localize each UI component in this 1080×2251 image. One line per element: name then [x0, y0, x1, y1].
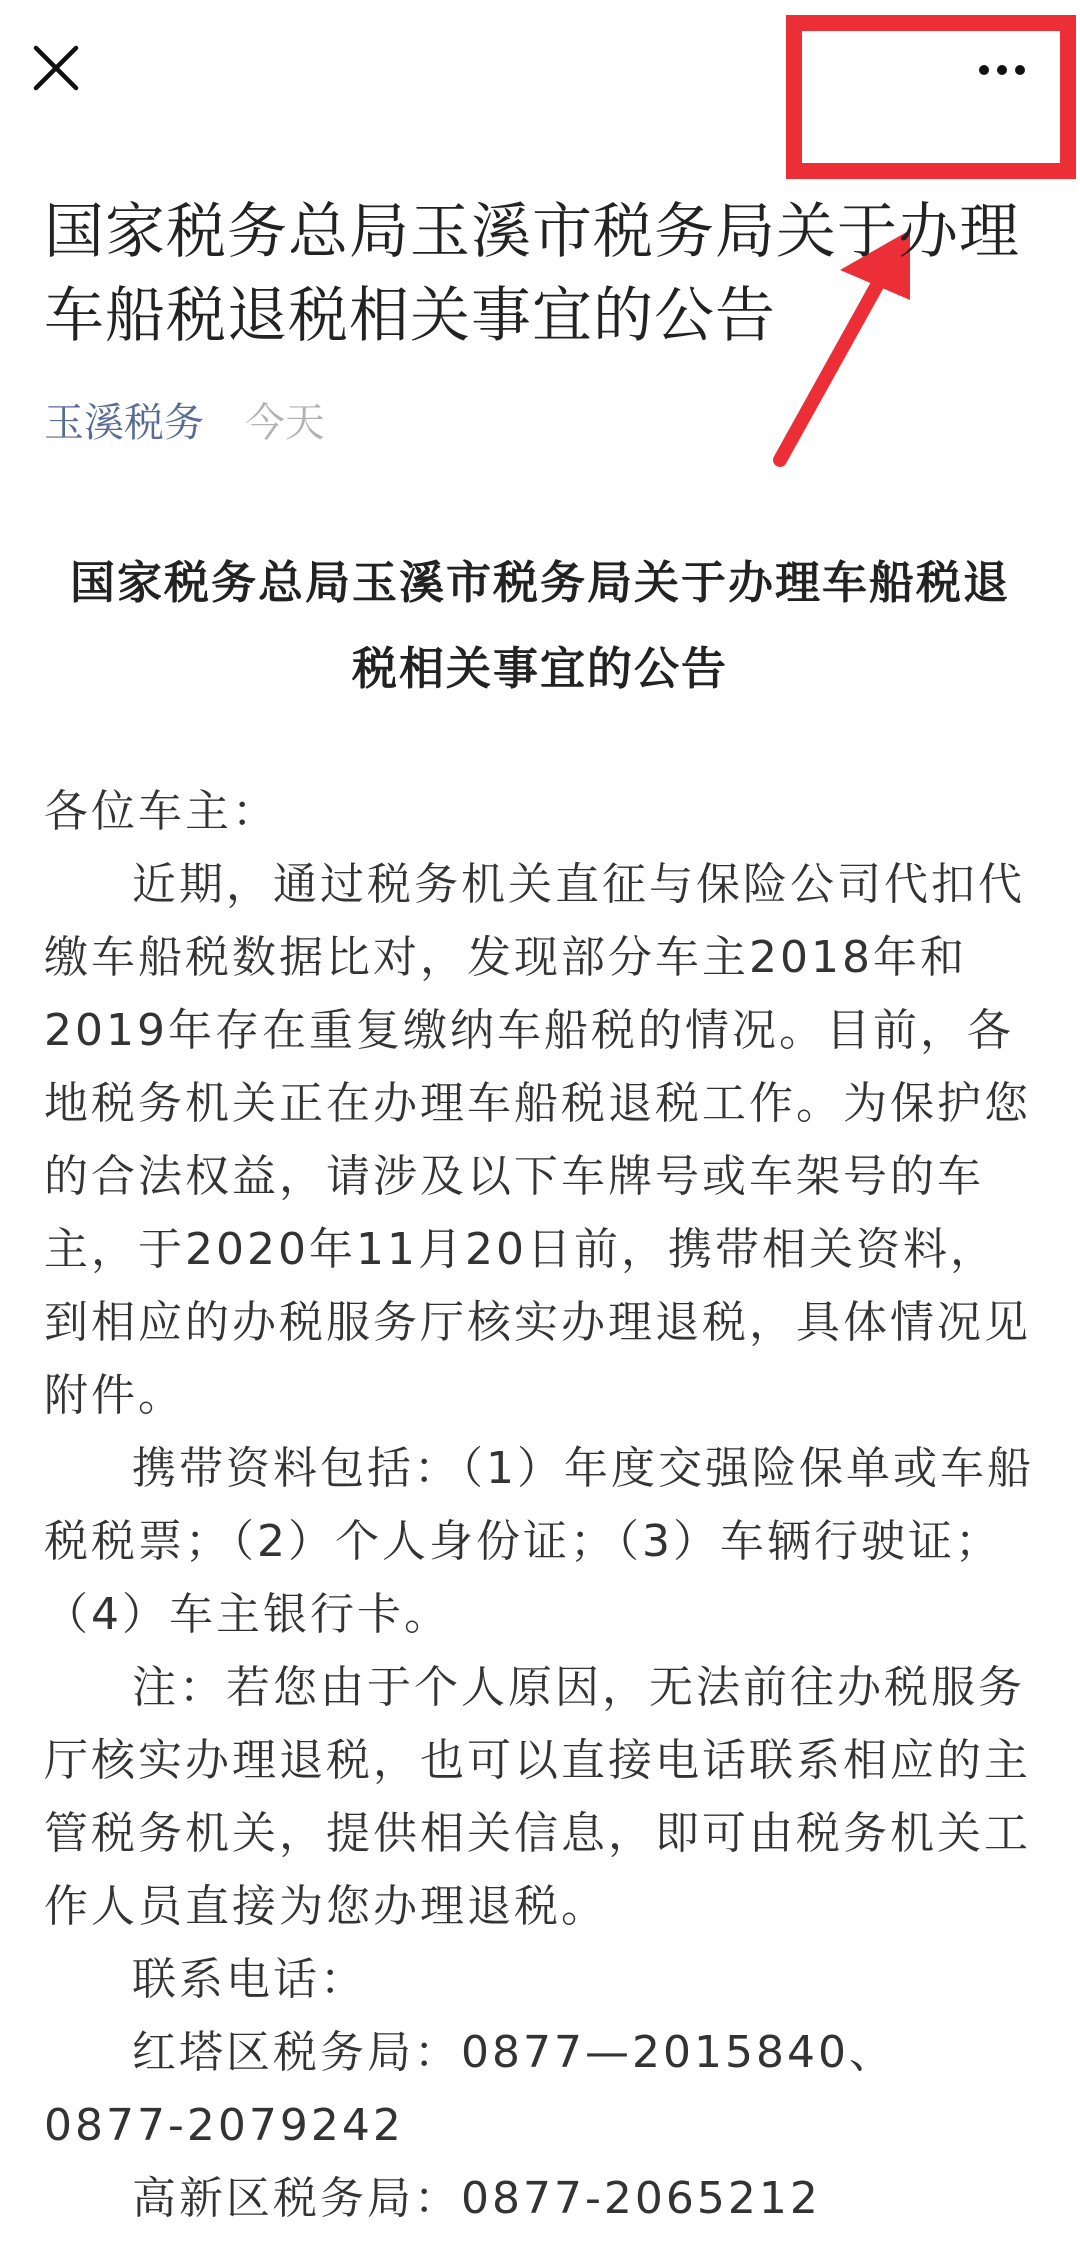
paragraph-materials: 携带资料包括：（1）年度交强险保单或车船税税票；（2）个人身份证；（3）车辆行驶证；（4）车主银行卡。	[44, 1443, 1034, 1640]
article-title: 国家税务总局玉溪市税务局关于办理车船税退税相关事宜的公告	[44, 197, 1020, 351]
contact-hongta: 红塔区税务局：0877—2015840、 0877-2079242	[44, 2027, 896, 2151]
contact-gaoxin: 高新区税务局：0877-2065212	[132, 2173, 821, 2224]
article-meta	[44, 395, 325, 451]
document-title: 国家税务总局玉溪市税务局关于办理车船税退税相关事宜的公告	[69, 556, 1010, 695]
highlight-box	[786, 15, 1076, 179]
contact-label: 联系电话：	[132, 1954, 367, 2005]
paragraph-note: 注：若您由于个人原因，无法前往办税服务厅核实办理退税，也可以直接电话联系相应的主管税务机关，提供相关信息，即可由税务机关工作人员直接为您办理退税。	[44, 1662, 1031, 1932]
close-button[interactable]	[28, 40, 84, 96]
close-icon	[28, 40, 84, 96]
publish-date: 今天	[244, 400, 325, 446]
salutation: 各位车主：	[44, 786, 279, 837]
paragraph-intro: 近期，通过税务机关直征与保险公司代扣代缴车船税数据比对，发现部分车主2018年和2019年存在重复缴纳车船税的情况。目前，各地税务机关正在办理车船税退税工作。为保护您的合法权益，请涉及以下车牌号或车架号的车主，于2020年11月20日前，携带相关资料，到相应的办税服务厅核实办理退税，具体情况见附件。	[44, 859, 1031, 1421]
account-name-link[interactable]: 玉溪税务	[44, 400, 204, 446]
article-content	[44, 775, 1034, 2235]
